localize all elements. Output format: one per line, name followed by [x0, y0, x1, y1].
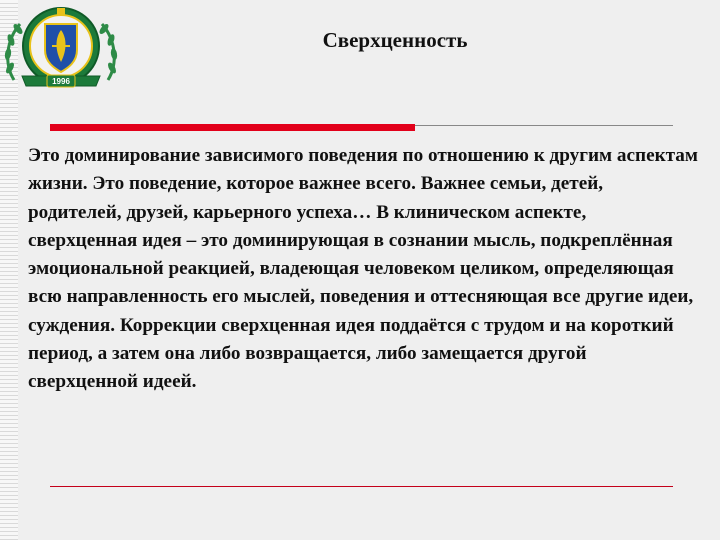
- slide-body-text: Это доминирование зависимого поведения по отношению к другим аспектам жизни. Это поведение, которое важнее всего. Важнее семьи, детей, родителей, друзей, карьерного успеха… В клиническом аспекте, сверхценная идея – это доминирующая в сознании мысль, подкреплённая эмоциональной реакцией, владеющая человеком целиком, определяющая всю направленность его мыслей, поведения и оттесняющая все другие идеи, суждения. Коррекции сверхценная идея поддаётся с трудом и на короткий период, а затем она либо возвращается, либо замещается другой сверхценной идеей.: [28, 145, 698, 393]
- title-underline-thin: [415, 125, 673, 126]
- footer-divider: [50, 486, 673, 487]
- title-underline-red: [50, 124, 415, 131]
- logo-year: 1996: [52, 77, 70, 86]
- slide-title: Сверхценность: [322, 28, 468, 52]
- university-emblem-icon: [0, 2, 122, 98]
